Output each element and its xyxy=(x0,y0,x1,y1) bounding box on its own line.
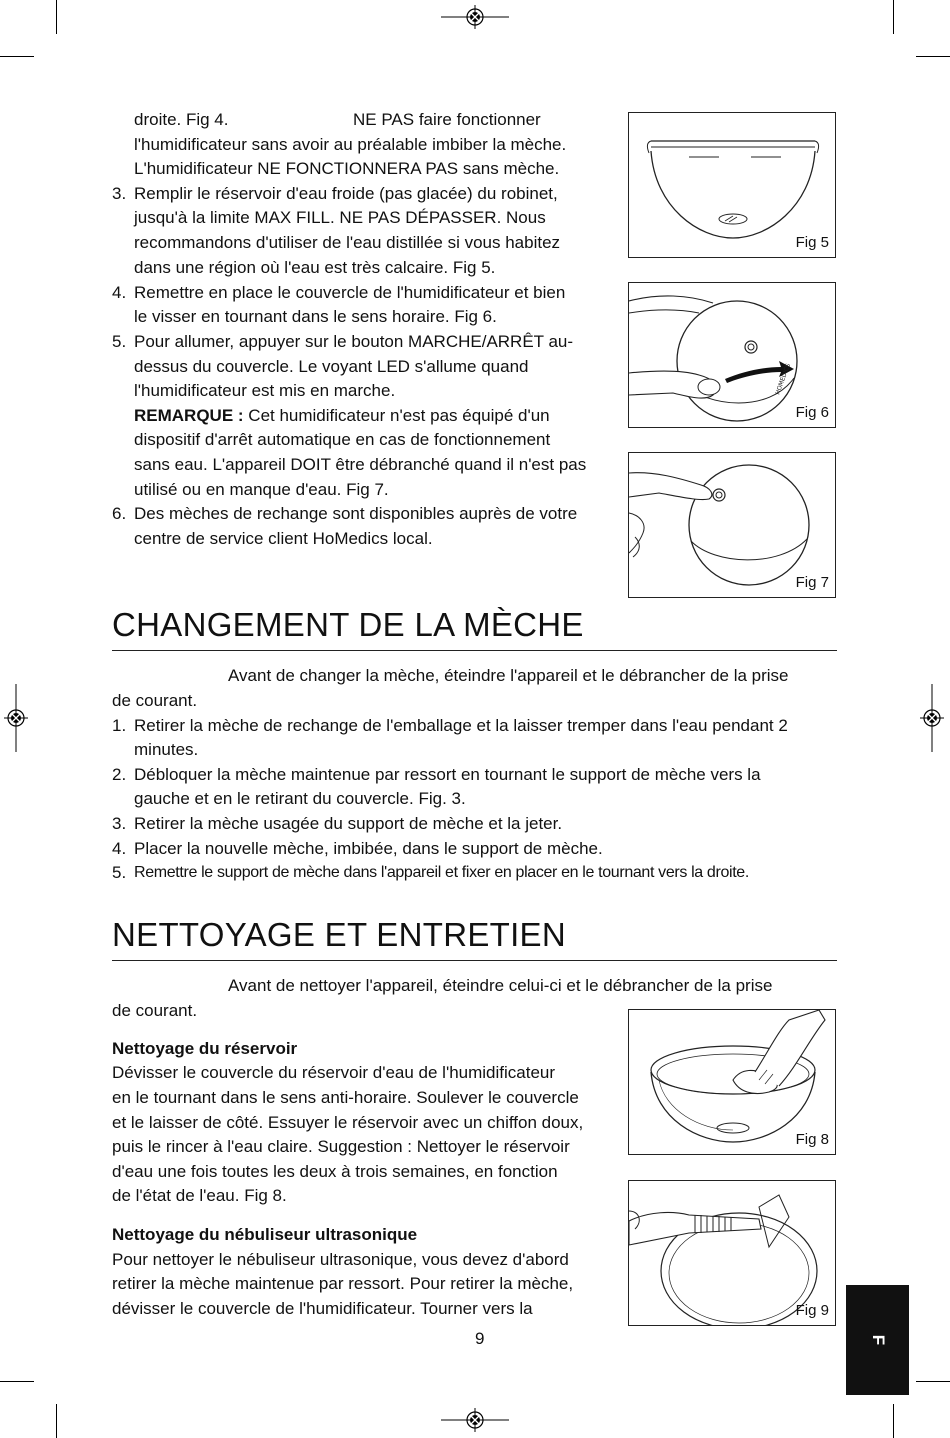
intro-line: L'humidificateur NE FONCTIONNERA PAS sans mèche. xyxy=(134,159,560,178)
language-tab xyxy=(846,1285,909,1395)
body-line: en le tournant dans le sens anti-horaire. Soulever le couvercle xyxy=(112,1088,579,1107)
step-line: Pour allumer, appuyer sur le bouton MARCHE/ARRÊT au- xyxy=(134,332,574,351)
step-number: 1. xyxy=(112,716,127,735)
crop-mark xyxy=(916,1381,950,1382)
crop-mark xyxy=(56,0,57,34)
intro-warning: NE PAS faire fonctionner xyxy=(353,110,541,129)
figure-label: Fig 6 xyxy=(795,404,829,421)
step-line: Débloquer la mèche maintenue par ressort en tournant le support de mèche vers la xyxy=(134,765,761,784)
registration-mark-icon xyxy=(441,5,509,29)
section-title: NETTOYAGE ET ENTRETIEN xyxy=(112,916,567,953)
brand-mark: HOMEDICS xyxy=(774,362,793,396)
body-line: retirer la mèche maintenue par ressort. Pour retirer la mèche, xyxy=(112,1274,574,1293)
warning-text: de courant. xyxy=(112,1001,198,1020)
step-line: minutes. xyxy=(134,740,199,759)
step-line: jusqu'à la limite MAX FILL. NE PAS DÉPASSER. Nous xyxy=(134,208,546,227)
step-number: 2. xyxy=(112,765,127,784)
figure-label: Fig 8 xyxy=(795,1131,829,1148)
body-line: dévisser le couvercle de l'humidificateur. Tourner vers la xyxy=(112,1299,533,1318)
crop-mark xyxy=(0,56,34,57)
remark-line: sans eau. L'appareil DOIT être débranché quand il n'est pas xyxy=(134,455,587,474)
step-number: 5. xyxy=(112,863,127,882)
crop-mark xyxy=(56,1404,57,1438)
figure-label: Fig 7 xyxy=(795,574,829,591)
body-line: et le laisser de côté. Essuyer le réservoir avec un chiffon doux, xyxy=(112,1113,584,1132)
step-line: gauche et en le retirant du couvercle. Fig. 3. xyxy=(134,789,466,808)
crop-mark xyxy=(916,56,950,57)
remark-line xyxy=(134,404,550,429)
registration-mark-icon xyxy=(441,1408,509,1432)
step-line: Placer la nouvelle mèche, imbibée, dans le support de mèche. xyxy=(134,839,603,858)
intro-line: droite. Fig 4. xyxy=(134,110,229,129)
step-number: 6. xyxy=(112,504,127,523)
step-line: le visser en tournant dans le sens horaire. Fig 6. xyxy=(134,307,497,326)
body-line: d'eau une fois toutes les deux à trois semaines, en fonction xyxy=(112,1162,558,1181)
remark-line: dispositif d'arrêt automatique en cas de fonctionnement xyxy=(134,430,551,449)
figure-7 xyxy=(628,452,836,598)
registration-mark-icon xyxy=(920,684,944,752)
step-line: Retirer la mèche de rechange de l'emballage et la laisser tremper dans l'eau pendant 2 xyxy=(134,716,788,735)
step-number: 5. xyxy=(112,332,127,351)
subsection-title: Nettoyage du nébuliseur ultrasonique xyxy=(112,1225,418,1244)
step-line: Des mèches de rechange sont disponibles auprès de votre xyxy=(134,504,578,523)
figure-label: Fig 9 xyxy=(795,1302,829,1319)
step-line: Retirer la mèche usagée du support de mèche et la jeter. xyxy=(134,814,563,833)
step-line: l'humidificateur est mis en marche. xyxy=(134,381,396,400)
remark-label: REMARQUE : xyxy=(134,406,244,425)
section-divider xyxy=(112,960,837,961)
body-line: de l'état de l'eau. Fig 8. xyxy=(112,1186,287,1205)
intro-line: l'humidificateur sans avoir au préalable imbiber la mèche. xyxy=(134,135,567,154)
warning-text: Avant de nettoyer l'appareil, éteindre celui-ci et le débrancher de la prise xyxy=(228,976,773,995)
body-line: puis le rincer à l'eau claire. Suggestion : Nettoyer le réservoir xyxy=(112,1137,570,1156)
figure-label: Fig 5 xyxy=(795,234,829,251)
step-line: centre de service client HoMedics local. xyxy=(134,529,433,548)
page-number: 9 xyxy=(475,1329,485,1348)
body-line: Dévisser le couvercle du réservoir d'eau de l'humidificateur xyxy=(112,1063,556,1082)
warning-text: Avant de changer la mèche, éteindre l'appareil et le débrancher de la prise xyxy=(228,666,789,685)
figure-8 xyxy=(628,1009,836,1155)
remark-text: Cet humidificateur n'est pas équipé d'un xyxy=(243,406,550,425)
crop-mark xyxy=(893,1404,894,1438)
step-line: dans une région où l'eau est très calcaire. Fig 5. xyxy=(134,258,496,277)
body-line: Pour nettoyer le nébuliseur ultrasonique, vous devez d'abord xyxy=(112,1250,569,1269)
step-number: 3. xyxy=(112,814,127,833)
step-line: Remettre le support de mèche dans l'appareil et fixer en placer en le tournant vers la droite. xyxy=(134,864,749,881)
step-line: recommandons d'utiliser de l'eau distillée si vous habitez xyxy=(134,233,561,252)
section-title: CHANGEMENT DE LA MÈCHE xyxy=(112,606,584,643)
figure-6 xyxy=(628,282,836,428)
registration-mark-icon xyxy=(4,684,28,752)
step-number: 4. xyxy=(112,283,127,302)
remark-line: utilisé ou en manque d'eau. Fig 7. xyxy=(134,480,389,499)
crop-mark xyxy=(893,0,894,34)
language-tab-label: F xyxy=(868,1334,888,1346)
step-line: dessus du couvercle. Le voyant LED s'allume quand xyxy=(134,357,529,376)
subsection-title: Nettoyage du réservoir xyxy=(112,1039,298,1058)
figure-5 xyxy=(628,112,836,258)
step-number: 3. xyxy=(112,184,127,203)
figure-9 xyxy=(628,1180,836,1326)
section-divider xyxy=(112,650,837,651)
warning-text: de courant. xyxy=(112,691,198,710)
step-line: Remplir le réservoir d'eau froide (pas glacée) du robinet, xyxy=(134,184,558,203)
step-number: 4. xyxy=(112,839,127,858)
crop-mark xyxy=(0,1381,34,1382)
step-line: Remettre en place le couvercle de l'humidificateur et bien xyxy=(134,283,566,302)
